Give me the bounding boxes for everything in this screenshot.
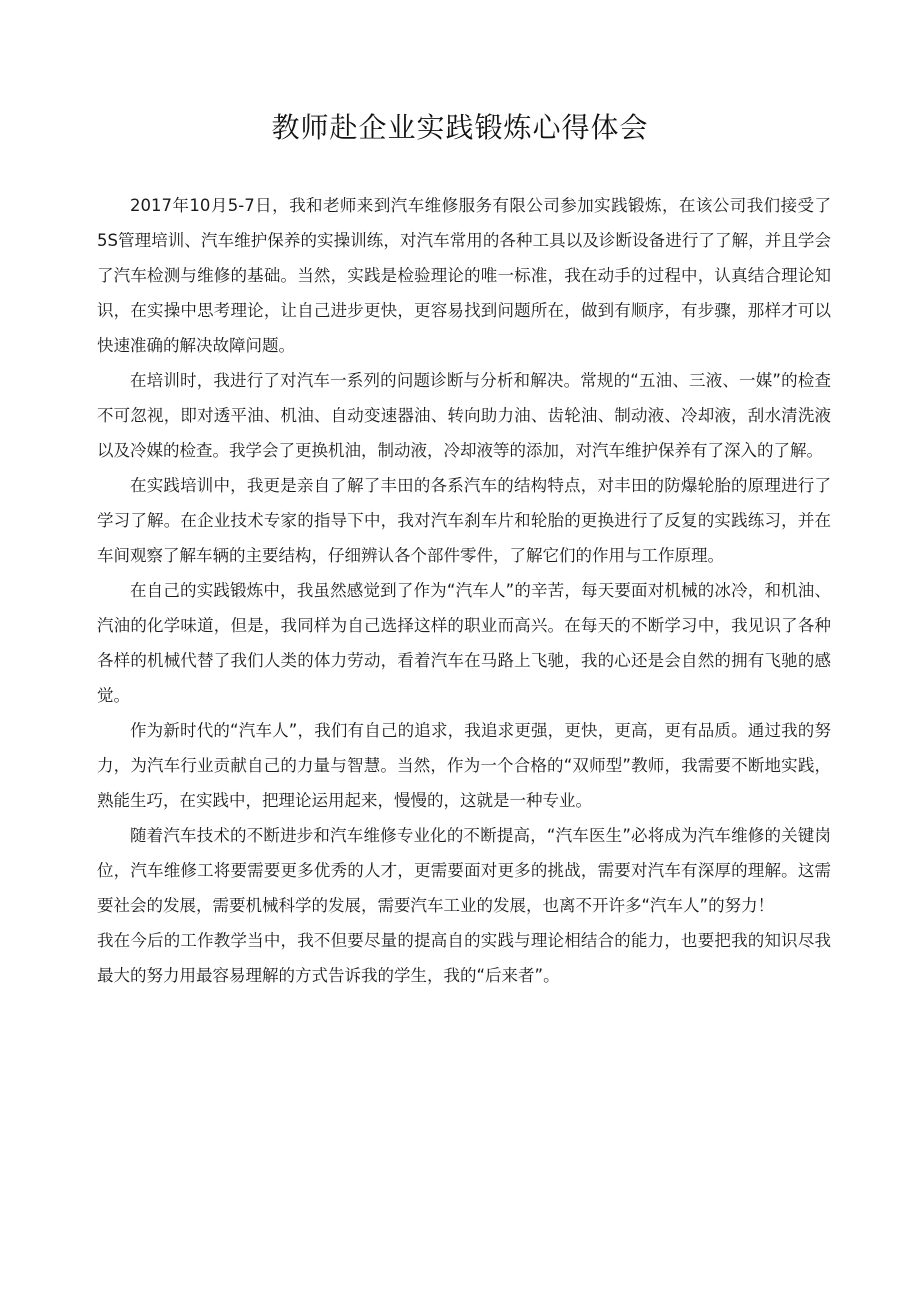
paragraph-7: 我在今后的工作教学当中，我不但要尽量的提高自的实践与理论相结合的能力，也要把我的知识尽我最大的努力用最容易理解的方式告诉我的学生，我的“后来者”。 xyxy=(97,931,831,985)
document-title: 教师赴企业实践锻炼心得体会 xyxy=(271,111,649,144)
document-body xyxy=(97,188,831,993)
paragraph-6: 随着汽车技术的不断进步和汽车维修专业化的不断提高，“汽车医生”必将成为汽车维修的关键岗位，汽车维修工将要需要更多优秀的人才，更需要面对更多的挑战，需要对汽车有深厚的理解。这需要社会的发展，需要机械科学的发展，需要汽车工业的发展，也离不开许多“汽车人”的努力！ xyxy=(97,826,831,915)
paragraph-4: 在自己的实践锻炼中，我虽然感觉到了作为“汽车人”的辛苦，每天要面对机械的冰冷，和机油、汽油的化学味道，但是，我同样为自己选择这样的职业而高兴。在每天的不断学习中，我见识了各种各样的机械代替了我们人类的体力劳动，看着汽车在马路上飞驰，我的心还是会自然的拥有飞驰的感觉。 xyxy=(97,581,831,705)
paragraph-2: 在培训时，我进行了对汽车一系列的问题诊断与分析和解决。常规的“五油、三液、一媒”的检查不可忽视，即对透平油、机油、自动变速器油、转向助力油、齿轮油、制动液、冷却液，刮水清洗液以及冷媒的检查。我学会了更换机油，制动液，冷却液等的添加，对汽车维护保养有了深入的了解。 xyxy=(97,371,831,460)
paragraph-1: 2017年10月5-7日，我和老师来到汽车维修服务有限公司参加实践锻炼，在该公司我们接受了5S管理培训、汽车维护保养的实操训练，对汽车常用的各种工具以及诊断设备进行了了解，并且学会了汽车检测与维修的基础。当然，实践是检验理论的唯一标准，我在动手的过程中，认真结合理论知识，在实操中思考理论，让自己进步更快，更容易找到问题所在，做到有顺序，有步骤，那样才可以快速准确的解决故障问题。 xyxy=(97,196,831,355)
paragraph-5: 作为新时代的“汽车人”，我们有自己的追求，我追求更强，更快，更高，更有品质。通过我的努力，为汽车行业贡献自己的力量与智慧。当然，作为一个合格的“双师型”教师，我需要不断地实践，熟能生巧，在实践中，把理论运用起来，慢慢的，这就是一种专业。 xyxy=(97,721,831,810)
paragraph-3: 在实践培训中，我更是亲自了解了丰田的各系汽车的结构特点，对丰田的防爆轮胎的原理进行了学习了解。在企业技术专家的指导下中，我对汽车刹车片和轮胎的更换进行了反复的实践练习，并在车间观察了解车辆的主要结构，仔细辨认各个部件零件，了解它们的作用与工作原理。 xyxy=(97,476,831,565)
